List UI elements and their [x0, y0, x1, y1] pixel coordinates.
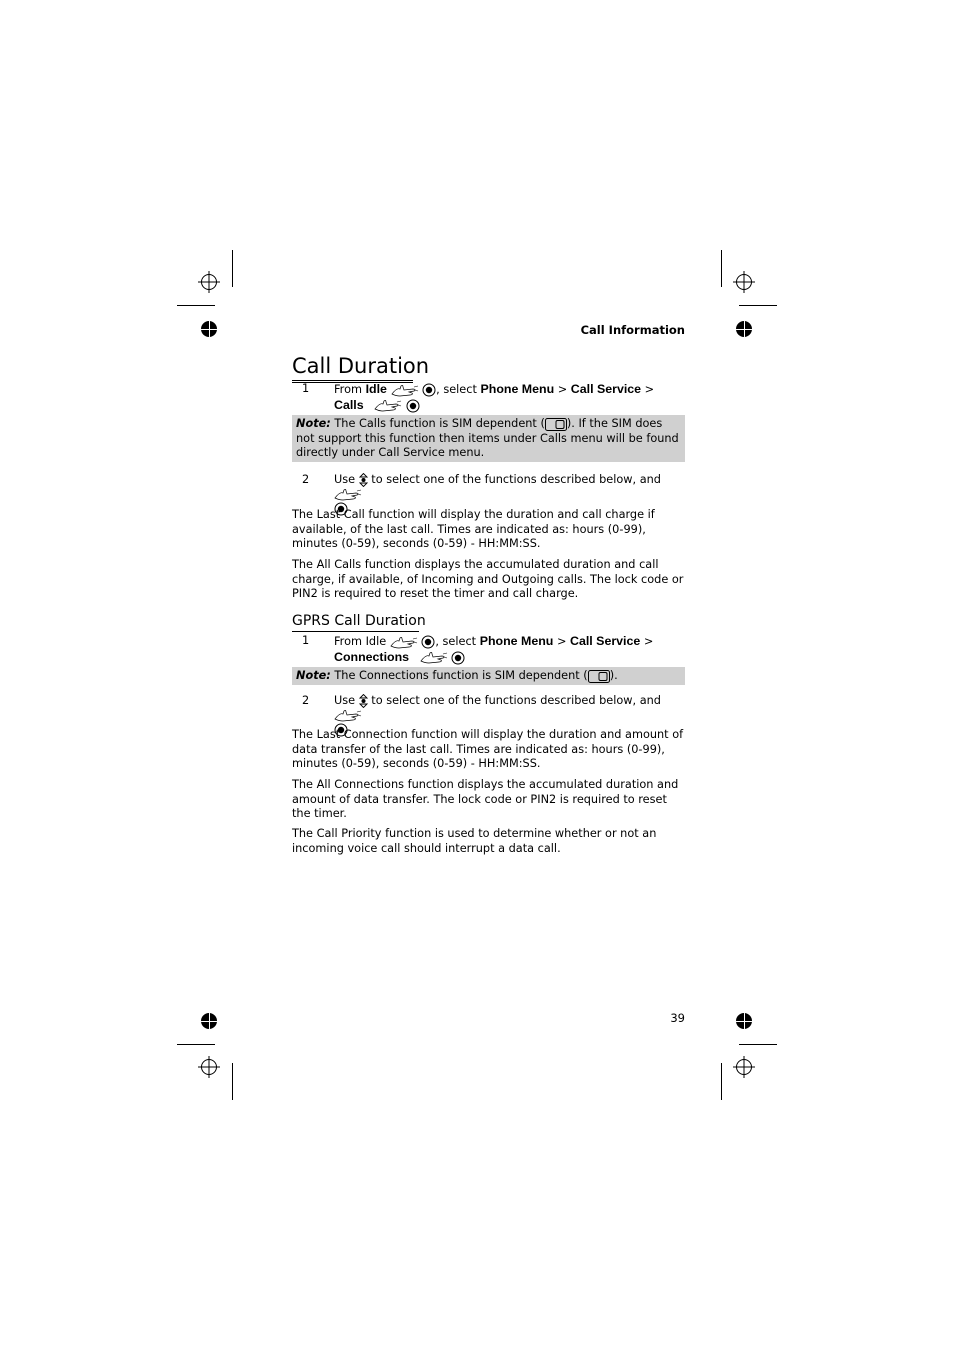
title-rule [292, 380, 413, 381]
softkey-hand-icon [391, 384, 419, 397]
registration-dot-icon [201, 1013, 217, 1029]
note-box: Note: The Connections function is SIM dependent ( ). [292, 667, 685, 685]
registration-mark-icon [198, 271, 220, 293]
sim-card-icon [545, 418, 567, 431]
registration-mark-icon [198, 1056, 220, 1078]
softkey-hand-icon [420, 651, 448, 664]
step-number: 1 [302, 634, 310, 647]
section-heading-rule [292, 631, 419, 632]
call-service-label: Call Service [570, 634, 641, 648]
idle-label: Idle [365, 382, 387, 396]
softkey-hand-icon [334, 488, 362, 501]
section-heading: GPRS Call Duration [292, 613, 426, 629]
connections-label: Connections [334, 649, 410, 664]
step-number: 2 [302, 694, 310, 707]
paragraph: The All Connections function displays the accumulated duration and amount of data transfer. The lock code or PIN2 is required to reset the timer. [292, 778, 679, 820]
paragraph: The All Calls function displays the accumulated duration and call charge, if available, of Incoming and Outgoing calls. The lock code or PIN2 is required to reset the timer and call charge. [292, 558, 684, 600]
softkey-hand-icon [334, 709, 362, 722]
navigation-key-icon [422, 383, 436, 397]
registration-dot-icon [736, 321, 752, 337]
registration-dot-icon [736, 1013, 752, 1029]
up-down-arrow-icon [359, 473, 368, 487]
navigation-key-icon [406, 399, 420, 413]
softkey-hand-icon [390, 636, 418, 649]
calls-label: Calls [334, 397, 364, 412]
step-number: 2 [302, 473, 310, 486]
up-down-arrow-icon [359, 694, 368, 708]
call-service-label: Call Service [570, 382, 642, 396]
note-label: Note: [296, 417, 331, 430]
sim-card-icon [588, 670, 610, 683]
page-number: 39 [670, 1011, 685, 1025]
softkey-hand-icon [374, 399, 402, 412]
registration-mark-icon [733, 1056, 755, 1078]
page-title: Call Duration [292, 354, 430, 378]
phone-menu-label: Phone Menu [480, 382, 555, 396]
phone-menu-label: Phone Menu [479, 634, 554, 648]
note-box: Note: The Calls function is SIM dependent ( ). If the SIM does not support this function then items under Calls menu will be found directly under Call Service menu. [292, 415, 685, 462]
running-head: Call Information [580, 323, 685, 337]
registration-mark-icon [733, 271, 755, 293]
note-label: Note: [296, 669, 331, 682]
navigation-key-icon [421, 635, 435, 649]
navigation-key-icon [451, 651, 465, 665]
step-number: 1 [302, 382, 310, 395]
paragraph: The Last Connection function will display the duration and amount of data transfer of the last call. Times are indicated as: hours (0-99), minutes (0-59), seconds (0-59) - HH:MM:SS. [292, 728, 684, 770]
paragraph: The Call Priority function is used to determine whether or not an incoming voice call should interrupt a data call. [292, 827, 657, 855]
paragraph: The Last Call function will display the duration and call charge if available, of the last call. Times are indicated as: hours (0-99), minutes (0-59), seconds (0-59) - HH:MM:SS. [292, 508, 655, 550]
registration-dot-icon [201, 321, 217, 337]
